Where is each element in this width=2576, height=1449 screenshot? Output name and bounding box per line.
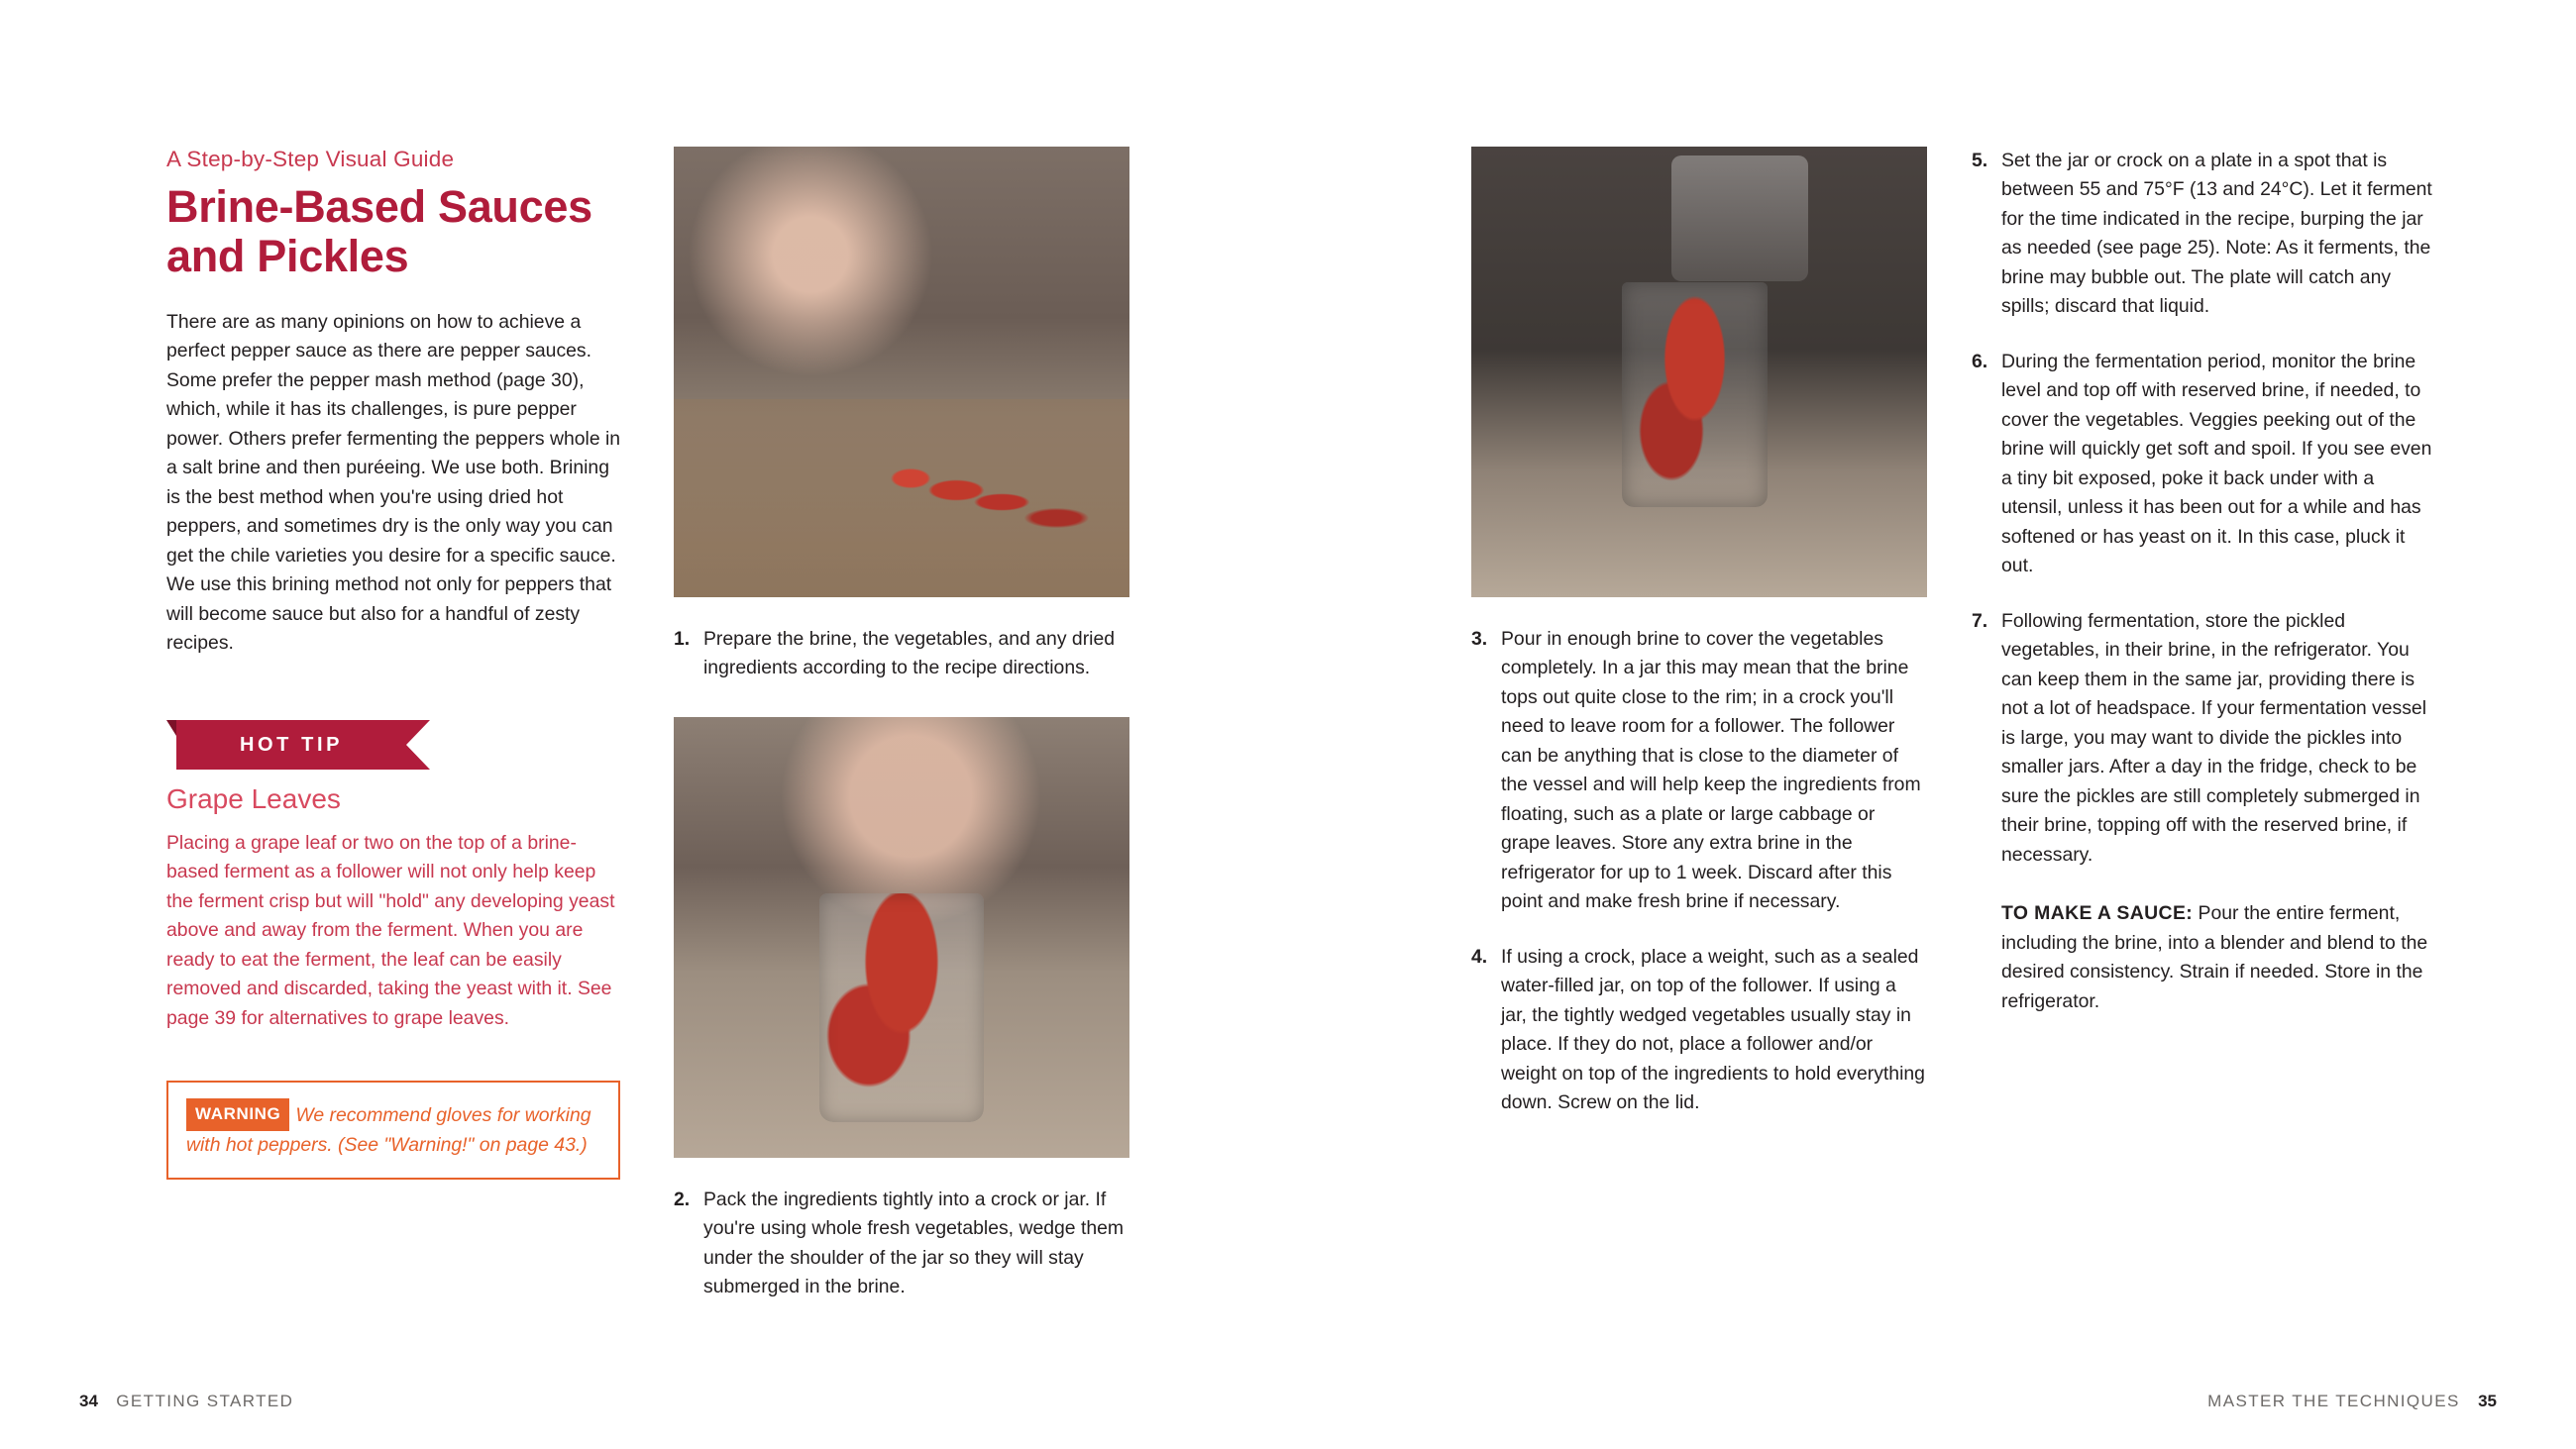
step-2-number: 2. [674,1188,691,1210]
hot-tip-ribbon: HOT TIP [176,720,406,770]
column-photos-left [674,147,1129,1302]
step-1 [674,625,1129,683]
hot-tip-title: Grape Leaves [166,782,341,814]
right-page-number: 35 [2478,1392,2497,1410]
step-3-number: 3. [1471,628,1488,650]
warning-tag: WARNING [186,1098,289,1131]
footer-right [2207,1392,2497,1411]
step-5-text: Set the jar or crock on a plate in a spot that is between 55 and 75°F (13 and 24°C). Let it ferment for the time indicated in the recipe, burping the jar as needed (see page 25). Note: As it ferments, the brine may bubble out. The plate will catch any spills; discard that liquid. [2001,150,2432,318]
column-text-left [166,147,622,1180]
photo-pouring-brine-into-jar [1471,147,1927,597]
step-6-text: During the fermentation period, monitor the brine level and top off with reserved brine, if needed, to cover the vegetables. Veggies peeking out of the brine will quickly get soft and spoil. If you see even a tiny bit exposed, poke it back under with a utensil, unless it has been out for a while and has softened or has yeast on it. In this case, pluck it out. [2001,350,2432,577]
left-section-label: GETTING STARTED [116,1392,294,1410]
step-5-number: 5. [1972,150,1988,171]
to-make-a-sauce-paragraph [1972,899,2437,1016]
step-7-number: 7. [1972,609,1988,632]
to-make-a-sauce-text: Pour the entire ferment, including the brine, into a blender and blend to the desired consistency. Strain if needed. Store in the refrigerator. [2001,902,2428,1012]
step-4 [1471,943,1927,1118]
footer-left [79,1392,293,1411]
step-4-text: If using a crock, place a weight, such as a sealed water-filled jar, on top of the follower. If using a jar, the tightly wedged vegetables usually stay in place. If they do not, place a follower and/or weight on top of the ingredients to hold everything down. Screw on the lid. [1501,945,1925,1114]
step-3 [1471,625,1927,917]
right-section-label: MASTER THE TECHNIQUES [2207,1392,2460,1410]
step-1-number: 1. [674,628,691,650]
page-title: Brine-Based Sauces and Pickles [166,181,592,282]
step-5 [1972,147,2437,322]
hot-tip-callout [166,720,622,1033]
photo-packing-jar-with-vegetables [674,717,1129,1158]
to-make-a-sauce-label: TO MAKE A SAUCE: [2001,902,2194,925]
column-text-right [1972,147,2437,1035]
warning-text: We recommend gloves for working with hot peppers. (See "Warning!" on page 43.) [186,1103,591,1156]
step-2 [674,1186,1129,1302]
step-1-text: Prepare the brine, the vegetables, and any dried ingredients according to the recipe directions. [703,628,1116,679]
photo-hands-with-chiles-on-board [674,147,1129,597]
hot-tip-body: Placing a grape leaf or two on the top of a brine-based ferment as a follower will not only help keep the ferment crisp but will "hold" any developing yeast above and away from the ferment. When you are ready to eat the ferment, the leaf can be easily removed and discarded, taking the yeast with it. See page 39 for alternatives to grape leaves. [166,831,615,1029]
left-page-number: 34 [79,1392,98,1410]
step-7-text: Following fermentation, store the pickled vegetables, in their brine, in the refrigerator. You can keep them in the same jar, providing there is not a lot of headspace. If your fermentation vessel is large, you may want to divide the pickles into smaller jars. After a day in the fridge, check to be sure the pickles are still completely submerged in their brine, topping off with the reserved brine, if necessary. [2001,609,2426,866]
eyebrow-label: A Step-by-Step Visual Guide [166,147,455,171]
step-6 [1972,348,2437,581]
step-6-number: 6. [1972,350,1988,372]
step-2-text: Pack the ingredients tightly into a crock or jar. If you're using whole fresh vegetables, wedge them under the shoulder of the jar so they will stay submerged in the brine. [703,1188,1125,1298]
warning-box [166,1081,620,1180]
intro-paragraph: There are as many opinions on how to achieve a perfect pepper sauce as there are pepper sauces. Some prefer the pepper mash method (page 30), which, while it has its challenges, is pure pepper power. Others prefer fermenting the peppers whole in a salt brine and then puréeing. We use both. Brining is the best method when you're using dried hot peppers, and sometimes dry is the only way you can get the chile varieties you desire for a specific sauce. We use this brining method not only for peppers that will become sauce but also for a handful of zesty recipes. [166,310,621,655]
column-photos-right [1471,147,1927,1118]
step-3-text: Pour in enough brine to cover the vegetables completely. In a jar this may mean that the brine tops out quite close to the rim; in a crock you'll need to leave room for a follower. The follower can be anything that is close to the diameter of the vessel and will help keep the ingredients from floating, such as a plate or large cabbage or grape leaves. Store any extra brine in the refrigerator for up to 1 week. Discard after this point and make fresh brine if necessary. [1501,628,1921,913]
step-4-number: 4. [1471,945,1488,968]
step-7 [1972,607,2437,870]
